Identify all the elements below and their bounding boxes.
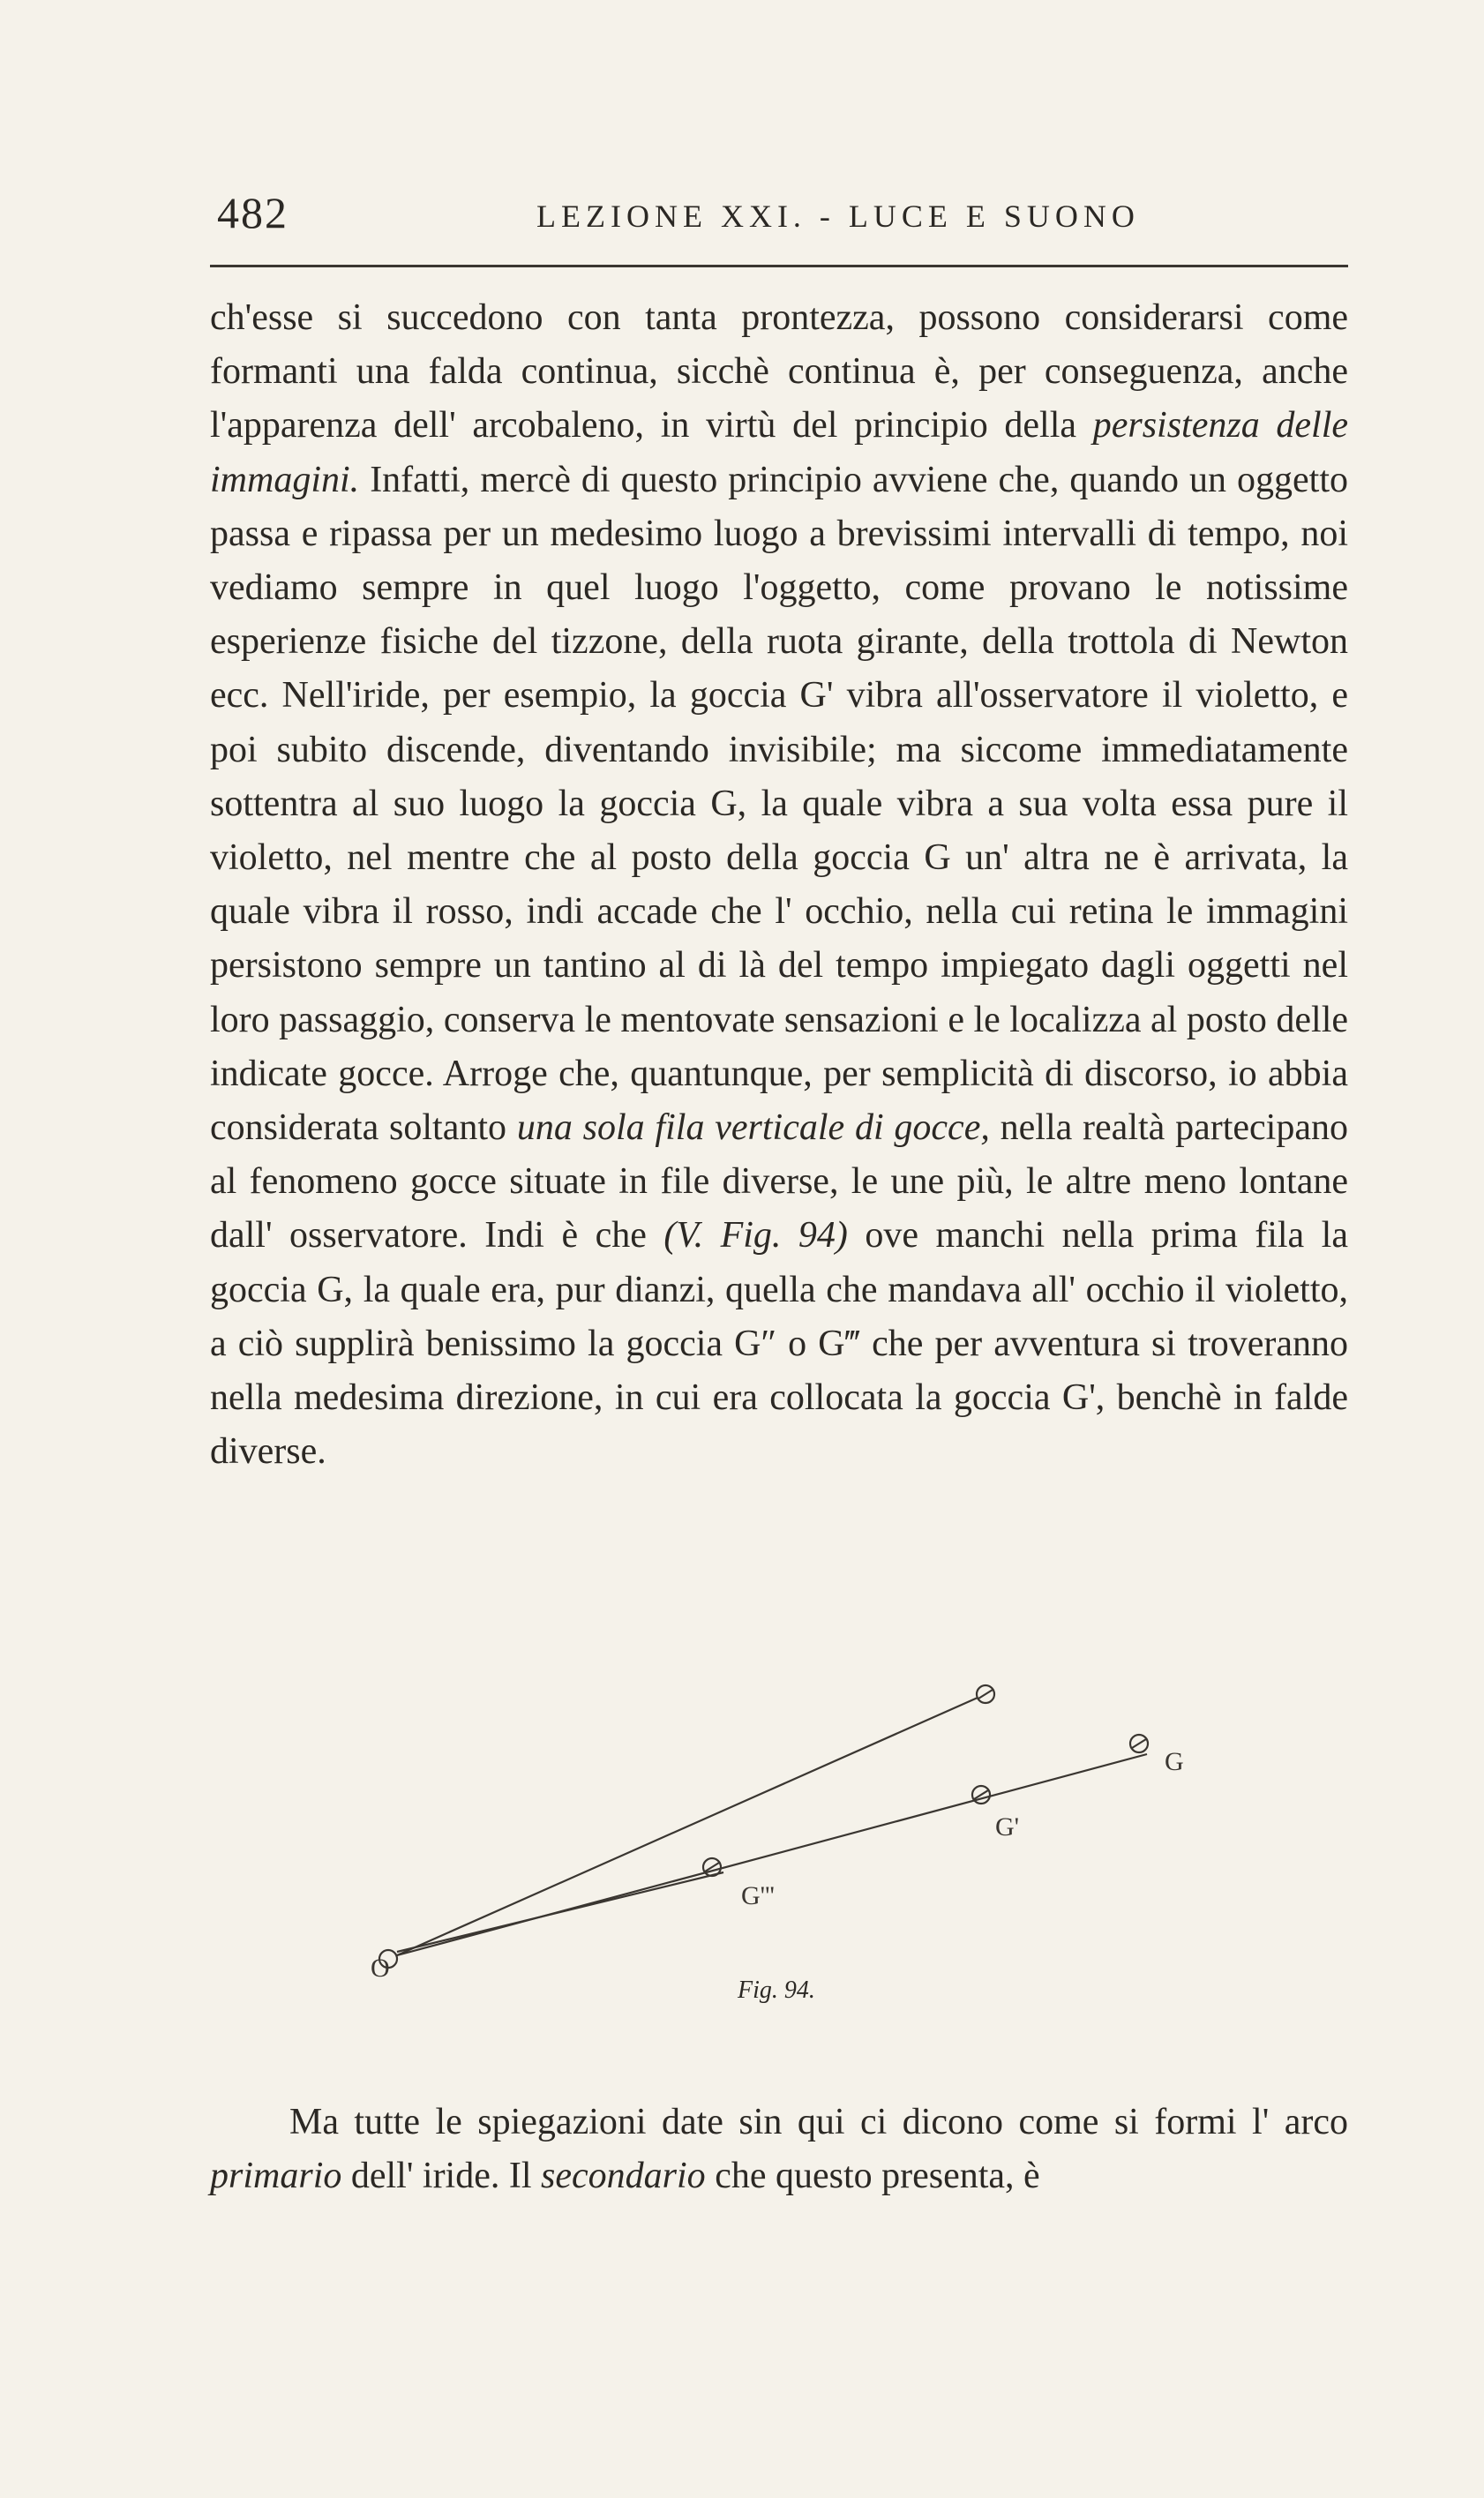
ray-line-inner [397, 1872, 723, 1952]
drop-top-mark [978, 1690, 993, 1699]
paragraph-primary-arc [210, 2096, 1348, 2203]
paragraph-persistence [210, 291, 1348, 1479]
paragraph-text: ove manchi nella prima fila la goccia G, la quale era, pur dianzi, quella che mandava all' occhio il violetto, a ciò supplirà benissimo la goccia G″ o G‴ che per avventura si troveranno nella medesima direzione, in cui era collocata la goccia G', benchè in falde diverse. [210, 1215, 1348, 1473]
paragraph-text: Ma tutte le spiegazioni date sin qui ci dicono come si formi l' arco [289, 2102, 1348, 2142]
label-g-prime: G' [995, 1812, 1020, 1842]
running-head: LEZIONE XXI. - LUCE E SUONO [536, 199, 1140, 234]
emphasis-secondario: secondario [541, 2156, 706, 2197]
page-number: 482 [217, 188, 289, 237]
figure-reference: (V. Fig. 94) [663, 1215, 848, 1257]
paragraph-text: dell' iride. Il [341, 2156, 542, 2197]
paragraph-text: Infatti, mercè di questo principio avviene che, quando un oggetto passa e ripassa per un medesimo luogo a brevissimi intervalli di tempo, noi vediamo sempre in quel luogo l'oggetto, come provano le notissime esperienze fisiche del tizzone, della ruota girante, della trottola di Newton ecc. Nell'iride, per esempio, la goccia G' vibra all'osservatore il violetto, e poi subito discende, diventando invisibile; ma siccome immediatamente sottentra al suo luogo la goccia G, la quale vibra a sua volta essa pure il violetto, nel mentre che al posto della goccia G un' altra ne è arrivata, la quale vibra il rosso, indi accade che l' occhio, nella cui retina le immagini persistono sempre un tantino al di là del tempo impiegato dagli oggetti nel loro passaggio, conserva le mentovate sensazioni e le localizza al posto delle indicate gocce. Arroge che, quantunque, per semplicità di discorso, io abbia considerata soltanto [210, 459, 1348, 1149]
figure-94 [353, 1659, 1235, 2029]
paragraph-text: ch'esse si succedono con tanta prontezza, possono considerarsi come formanti una falda continua, sicchè continua è, per conseguenza, anche l'apparenza dell' arcobaleno, in virtù del principio della [210, 297, 1348, 446]
figure-caption: Fig. 94. [738, 1977, 815, 2004]
label-g-triple: G''' [741, 1881, 775, 1910]
paragraph-text: nella realtà partecipano al fenomeno gocce situate in file diverse, le une più, le altre meno lontane dall' osservatore. Indi è che [210, 1107, 1348, 1257]
label-eye: O [371, 1954, 390, 1983]
page-header [210, 187, 1348, 249]
emphasis-primario: primario [210, 2156, 342, 2197]
emphasis-persistenza: persistenza delle immagini. [210, 405, 1349, 500]
drop-g-mark [1132, 1739, 1146, 1748]
header-rule [210, 265, 1348, 267]
paragraph-text: che questo presenta, è [705, 2156, 1040, 2197]
emphasis-fila-verticale: una sola fila verticale di gocce, [516, 1107, 990, 1149]
label-g: G [1165, 1747, 1184, 1776]
rainbow-drops-diagram [353, 1659, 1235, 2029]
ray-line-upper [397, 1698, 978, 1955]
